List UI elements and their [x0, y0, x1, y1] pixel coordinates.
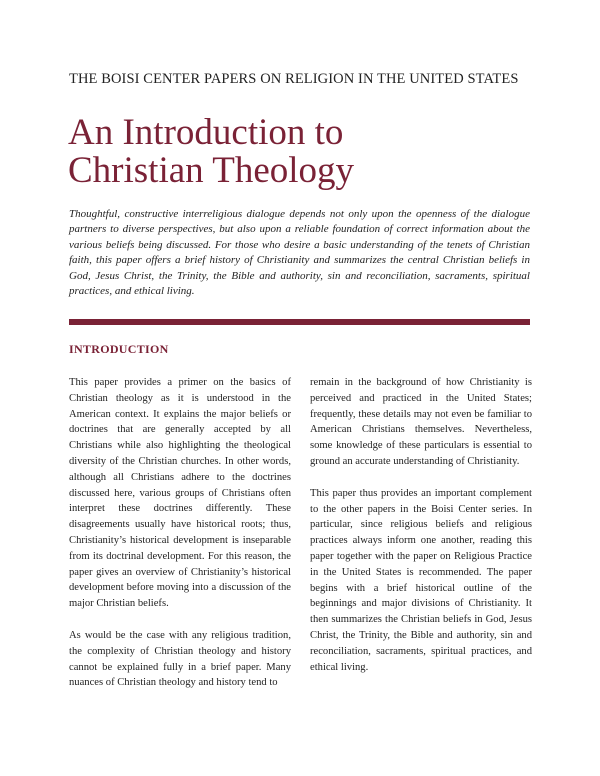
abstract: Thoughtful, constructive interreligious dialogue depends not only upon the openness of the dialogue partners to diverse perspectives, but also upon a reliable foundation of correct information about the various beliefs being discussed. For those who desire a basic understanding of the tenets of Christian faith, this paper offers a brief history of Christianity and summarizes the central Christian beliefs in God, Jesus Christ, the Trinity, the Bible and authority, sin and reconciliation, sacraments, spiritual practices, and ethical living.	[69, 208, 530, 298]
body-column-right	[310, 375, 532, 691]
title-line-2: Christian Theology	[68, 150, 355, 191]
paragraph: This paper thus provides an important complement to the other papers in the Boisi Center series. In particular, since religious beliefs and religious practices always inform one another, reading this paper together with the paper on Religious Practice in the United States is recommended. The paper begins with a brief historical outline of the beginnings and major divisions of Christianity. It then summarizes the Christian beliefs in God, Jesus Christ, the Trinity, the Bible and authority, sin and reconciliation, sacraments, spiritual practices, and ethical living.	[310, 487, 532, 673]
paragraph: remain in the background of how Christianity is perceived and practiced in the United States; frequently, these details may not even be familiar to American Christians themselves. Nevertheless, some knowledge of these particulars is essential to ground an accurate understanding of Christianity.	[310, 377, 532, 467]
paragraph: This paper provides a primer on the basics of Christian theology as it is understood in the American context. It explains the major beliefs or doctrines that are generally accepted by all Christians while also highlighting the theological diversity of the Christian churches. In other words, although all Christians adhere to the doctrines discussed here, various groups of Christians often interpret these doctrines differently. These disagreements usually have historical roots; thus, Christianity’s historical development is inseparable from its doctrinal development. For this reason, the paper gives an overview of Christianity’s historical development before moving into a discussion of the major Christian beliefs.	[69, 377, 291, 610]
body-column-left	[69, 375, 291, 707]
section-heading: INTRODUCTION	[69, 342, 169, 356]
section-divider	[69, 319, 530, 325]
series-header: THE BOISI CENTER PAPERS ON RELIGION IN THE UNITED STATES	[69, 71, 519, 87]
title-line-1: An Introduction to	[68, 112, 344, 153]
page-title	[68, 114, 538, 190]
paragraph: As would be the case with any religious tradition, the complexity of Christian theology and history cannot be explained fully in a brief paper. Many nuances of Christian theology and history tend to	[69, 629, 291, 689]
